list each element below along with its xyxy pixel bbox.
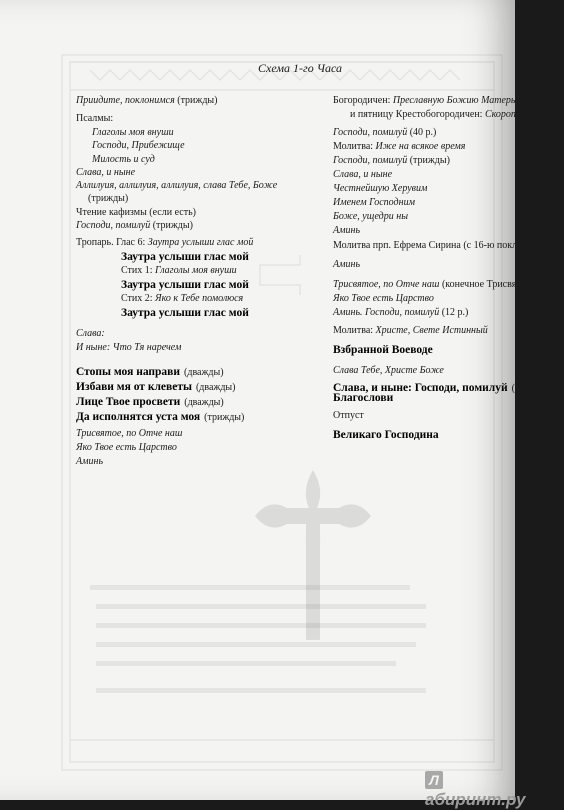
kingdom-line: Яко Твое есть Царство xyxy=(76,442,177,453)
alleluia-repeat: (трижды) xyxy=(88,193,129,204)
dismissal-line: Отпуст xyxy=(333,410,364,421)
slava-right: Слава, и ныне xyxy=(333,169,393,180)
amen-right: Аминь xyxy=(333,225,361,236)
theotokion-right: Богородичен: Преславную Божию Матерь... xyxy=(333,95,523,106)
ephrem-prayer: Молитва прп. Ефрема Сирина (с 16-ю поклонами) xyxy=(333,240,547,251)
troparion-verse-1: Стих 1: Глаголы моя внуши xyxy=(121,265,237,276)
trisagion-right: Трисвятое, по Отче наш (конечное Трисвятое) xyxy=(333,279,534,290)
theotokion-line: И ныне: Что Тя наречем xyxy=(76,342,182,353)
kyrie-line: Господи, помилуй (трижды) xyxy=(76,220,193,231)
name-of-lord-line: Именем Господним xyxy=(333,197,415,208)
psalms-heading: Псалмы: xyxy=(76,113,114,124)
psalm-item: Господи, Прибежище xyxy=(92,140,185,151)
labirint-logo xyxy=(425,770,525,810)
psalm-invitation: Приидите, поклонимся (трижды) xyxy=(76,95,218,106)
psalm-item: Милость и суд xyxy=(92,154,155,165)
troparion-refrain: Заутра услыши глас мой xyxy=(121,279,249,291)
psalm-item: Глаголы моя внуши xyxy=(92,127,174,138)
cherubim-line: Честнейшую Херувим xyxy=(333,183,428,194)
verse-line: Избави мя от клеветы (дважды) xyxy=(76,381,236,393)
bless-line: Благослови xyxy=(333,392,394,404)
amen-right-2: Аминь xyxy=(333,259,361,270)
troparion-refrain: Заутра услыши глас мой xyxy=(121,251,249,263)
kingdom-right: Яко Твое есть Царство xyxy=(333,293,434,304)
trisagion-line: Трисвятое, по Отче наш xyxy=(76,428,183,439)
glory-christ-line: Слава Тебе, Христе Боже xyxy=(333,365,444,376)
verse-line: Да исполнятся уста моя (трижды) xyxy=(76,411,245,423)
labirint-logo-text: абиринт.ру xyxy=(425,790,526,809)
prayer-christ-light: Молитва: Христе, Свете Истинный xyxy=(333,325,488,336)
labirint-logo-mark: Л xyxy=(425,771,443,789)
page-title: Схема 1-го Часа xyxy=(258,61,342,75)
verse-line: Стопы моя направи (дважды) xyxy=(76,366,224,378)
verse-line: Лице Твое просвети (дважды) xyxy=(76,396,224,408)
kathisma-line: Чтение кафизмы (если есть) xyxy=(76,207,196,218)
prayer-line: Молитва: Иже на всякое время xyxy=(333,141,466,152)
slava-label: Слава: xyxy=(76,328,105,339)
kyrie-12: Аминь. Господи, помилуй (12 р.) xyxy=(333,307,469,318)
theotokion-friday: и пятницу Крестобогородичен: Скоропослушная... xyxy=(350,109,564,120)
kontakion-line: Взбранной Воеводе xyxy=(333,344,433,356)
kyrie-40: Господи, помилуй (40 р.) xyxy=(333,127,437,138)
slava-line: Слава, и ныне xyxy=(76,167,136,178)
troparion-heading: Тропарь. Глас 6: Заутра услыши глас мой xyxy=(76,237,254,248)
god-be-merciful-line: Боже, ущедри ны xyxy=(333,211,408,222)
alleluia-line: Аллилуия, аллилуия, аллилуия, слава Тебе, Боже xyxy=(76,180,278,191)
great-lord-line: Великаго Господина xyxy=(333,429,439,441)
kyrie-3: Господи, помилуй (трижды) xyxy=(333,155,450,166)
troparion-refrain: Заутра услыши глас мой xyxy=(121,307,249,319)
glory-now-line: Слава, и ныне: Господи, помилуй (трижды) xyxy=(333,382,552,394)
amen-line: Аминь xyxy=(76,456,104,467)
troparion-verse-2: Стих 2: Яко к Тебе помолюся xyxy=(121,293,244,304)
